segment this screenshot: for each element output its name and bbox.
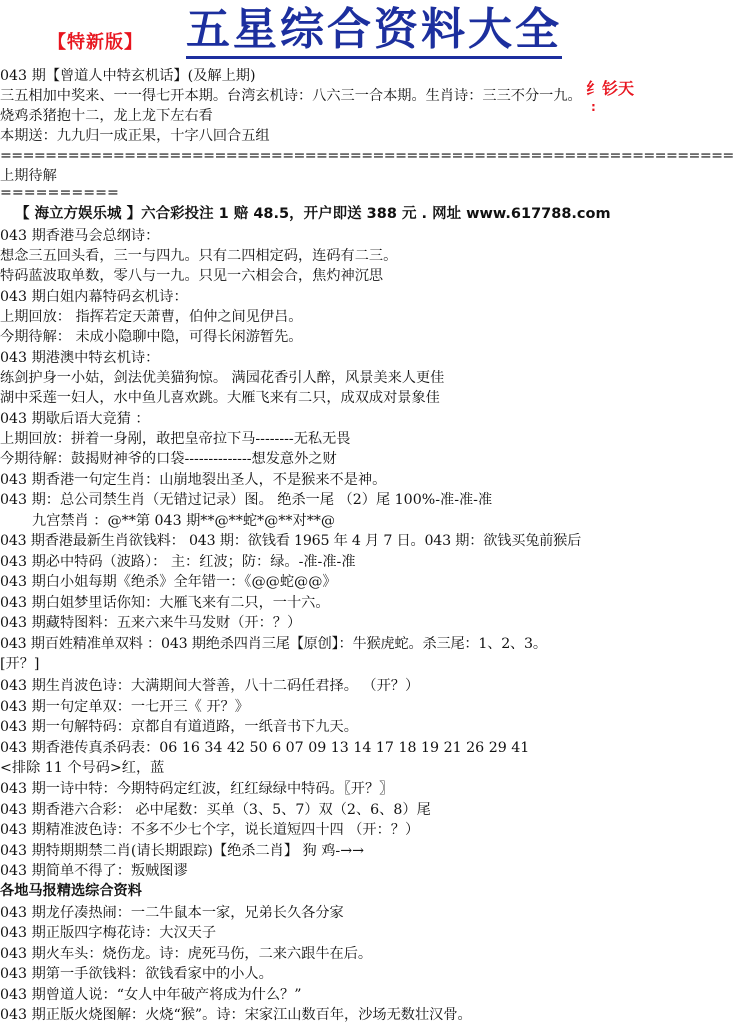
section-heading: 各地马报精选综合资料: [0, 883, 142, 899]
text-line: 043 期【曾道人中特玄机话】(及解上期): [0, 68, 256, 84]
text-line: 043 期香港马会总纲诗：: [0, 228, 160, 244]
text-line: 043 期特期期禁二肖(请长期跟踪)【绝杀二肖】 狗 鸡-→→: [0, 843, 364, 859]
text-line: 043 期白姐梦里话你知：大雁飞来有二只，一十六。: [0, 595, 330, 611]
header: [0, 0, 648, 62]
text-line: 烧鸡杀猪抱十二，龙上龙下左右看: [0, 108, 213, 124]
text-line: 043 期香港六合彩： 必中尾数：买单（3、5、7）双（2、6、8）尾: [0, 802, 431, 818]
text-line: 上期回放：拼着一身剐，敢把皇帝拉下马--------无私无畏: [0, 431, 351, 447]
text-line: 上期待解: [0, 168, 57, 184]
text-line: 043 期精准波色诗：不多不少七个字，说长道短四十四 （开：？）: [0, 822, 420, 838]
text-line: 043 期香港一句定生肖：山崩地裂出圣人，不是猴来不是神。: [0, 472, 387, 488]
text-line: 043 期正版四字梅花诗：大汉天子: [0, 925, 217, 941]
text-line: 043 期必中特码（波路）： 主：红波；防：绿。-准-准-准: [0, 554, 356, 570]
text-line: 湖中采莲一妇人，水中鱼儿喜欢跳。大雁飞来有二只，成双成对景象佳: [0, 390, 440, 406]
text-line: 043 期火车头：烧伤龙。诗：虎死马伤，二来六跟牛在后。: [0, 946, 373, 962]
text-line: 043 期正版火烧图解：火烧“猴”。诗：宋家江山数百年，沙场无数壮汉骨。: [0, 1007, 472, 1023]
text-line: 三五相加中奖来、一一得七开本期。台湾玄机诗：八六三一合本期。生肖诗：三三不分一九。: [0, 88, 582, 104]
text-line: 043 期生肖波色诗：大满期间大誉善，八十二码任君择。 （开？）: [0, 678, 420, 694]
text-line: 练剑护身一小姑，剑法优美猫狗惊。 满园花香引人醉，风景美来人更佳: [0, 370, 445, 386]
text-line: 043 期藏特图料：五来六来牛马发财（开：？）: [0, 615, 302, 631]
text-line: 043 期曾道人说：“女人中年破产将成为什么？”: [0, 987, 302, 1003]
text-line: 043 期白小姐每期《绝杀》全年错一：《@@蛇@@》: [0, 574, 337, 590]
stamp-dots: :: [591, 100, 596, 114]
text-line: 043 期龙仔凑热闹：一二牛鼠本一家，兄弟长久各分家: [0, 905, 344, 921]
text-line: 今期待解：鼓揭财神爷的口袋--------------想发意外之财: [0, 451, 337, 467]
advert-line: 【 海立方娱乐城 】六合彩投注 1 赔 48.5，开户即送 388 元 . 网址 www.617788.com: [15, 206, 611, 222]
text-line: 043 期白姐内幕特码玄机诗：: [0, 289, 188, 305]
text-line: 043 期香港最新生肖欲钱料： 043 期：欲钱看 1965 年 4 月 7 日。043 期：欲钱买兔前猴后: [0, 533, 582, 549]
text-line: 想念三五回头看，三一与四九。只有二四相定码，连码有二三。: [0, 248, 398, 264]
page-title: 五星综合资料大全: [186, 4, 562, 59]
text-line: 043 期：总公司禁生肖（无错过记录）图。 绝杀一尾 （2）尾 100%-准-准-准: [0, 492, 493, 508]
text-line: [开？]: [0, 656, 40, 672]
text-line: 043 期港澳中特玄机诗：: [0, 350, 160, 366]
text-line: <排除 11 个号码>红，蓝: [0, 760, 165, 776]
edition-badge: 【特新版】: [48, 32, 143, 53]
text-line: 043 期一句定单双：一七开三《 开？》: [0, 699, 249, 715]
divider-line: =================================================================: [0, 148, 734, 164]
stamp-text: 纟钐天: [586, 79, 635, 98]
text-line: 本期送：九九归一成正果，十字八回合五组: [0, 128, 270, 144]
text-line: 043 期歇后语大竞猜 ：: [0, 411, 150, 427]
text-line: 043 期百姓精准单双料 ：043 期绝杀四肖三尾【原创】：牛猴虎蛇。杀三尾：1、2、3。: [0, 636, 547, 652]
text-line: 九宫禁肖 ：@**第 043 期**@**蛇*@**对**@: [32, 513, 336, 529]
text-line: 今期待解： 未成小隐聊中隐，可得长闲游暂先。: [0, 329, 303, 345]
divider-line: ==========: [0, 185, 119, 201]
text-line: 043 期香港传真杀码表：06 16 34 42 50 6 07 09 13 14 17 18 19 21 26 29 41: [0, 740, 530, 756]
text-line: 043 期第一手欲钱料：欲钱看家中的小人。: [0, 966, 273, 982]
text-line: 上期回放： 指挥若定天萧曹，伯仲之间见伊吕。: [0, 309, 303, 325]
red-stamp: [586, 80, 634, 116]
text-line: 043 期一诗中特：今期特码定红波，红红绿绿中特码。〖开？〗: [0, 781, 394, 797]
text-line: 043 期一句解特码：京都自有道逍路，一纸音书下九天。: [0, 719, 358, 735]
text-line: 特码蓝波取单数，零八与一九。只见一六相会合，焦灼神沉思: [0, 268, 384, 284]
text-line: 043 期简单不得了：叛贼图谬: [0, 863, 188, 879]
